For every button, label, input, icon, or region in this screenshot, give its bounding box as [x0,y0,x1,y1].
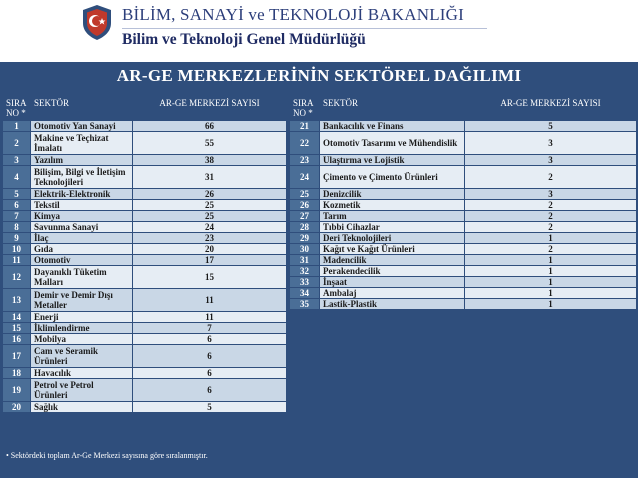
table-row [3,266,287,289]
center-count: 25 [133,200,287,211]
table-row [290,244,637,255]
column-header-sector: SEKTÖR [31,96,133,121]
sector-name: Ulaştırma ve Lojistik [320,155,465,166]
sector-name: Savunma Sanayi [31,222,133,233]
column-header-sector: SEKTÖR [320,96,465,121]
center-count: 11 [133,289,287,312]
row-number: 5 [3,189,31,200]
sector-name: İlaç [31,233,133,244]
table-row [3,289,287,312]
center-count: 24 [133,222,287,233]
table-row [3,132,287,155]
sector-name: Deri Teknolojileri [320,233,465,244]
row-number: 28 [290,222,320,233]
table-row [290,233,637,244]
sector-name: Gıda [31,244,133,255]
column-header-count: AR-GE MERKEZİ SAYISI [465,96,637,121]
sector-name: Havacılık [31,368,133,379]
row-number: 20 [3,402,31,413]
table-row [3,233,287,244]
sector-name: Lastik-Plastik [320,299,465,310]
row-number: 3 [3,155,31,166]
row-number: 2 [3,132,31,155]
table-row [290,132,637,155]
sector-name: İnşaat [320,277,465,288]
row-number: 32 [290,266,320,277]
center-count: 1 [465,233,637,244]
sector-name: Kimya [31,211,133,222]
center-count: 5 [133,402,287,413]
center-count: 1 [465,288,637,299]
sector-name: İklimlendirme [31,323,133,334]
table-row [290,266,637,277]
row-number: 8 [3,222,31,233]
table-row [3,312,287,323]
sector-table-right [289,95,637,310]
table-row [290,288,637,299]
table-row [3,200,287,211]
row-number: 22 [290,132,320,155]
center-count: 1 [465,266,637,277]
table-row [3,211,287,222]
sector-name: Bilişim, Bilgi ve İletişim Teknolojileri [31,166,133,189]
sector-name: Kağıt ve Kağıt Ürünleri [320,244,465,255]
sector-name: Otomotiv Yan Sanayi [31,121,133,132]
sector-name: Cam ve Seramik Ürünleri [31,345,133,368]
row-number: 33 [290,277,320,288]
ministry-seal-icon [80,3,114,41]
table-row [3,166,287,189]
center-count: 25 [133,211,287,222]
center-count: 31 [133,166,287,189]
sector-table-left [2,95,287,413]
row-number: 11 [3,255,31,266]
table-row [3,244,287,255]
table-row [290,189,637,200]
sector-name: Sağlık [31,402,133,413]
table-row [3,222,287,233]
center-count: 6 [133,345,287,368]
sector-name: Bankacılık ve Finans [320,121,465,132]
column-header-count: AR-GE MERKEZİ SAYISI [133,96,287,121]
center-count: 6 [133,379,287,402]
table-row [3,379,287,402]
table-row [3,121,287,132]
sector-name: Dayanıklı Tüketim Malları [31,266,133,289]
table-row [3,402,287,413]
table-row [3,334,287,345]
table-row [290,155,637,166]
center-count: 17 [133,255,287,266]
sector-name: Ambalaj [320,288,465,299]
row-number: 9 [3,233,31,244]
row-number: 12 [3,266,31,289]
row-number: 30 [290,244,320,255]
row-number: 27 [290,211,320,222]
center-count: 11 [133,312,287,323]
table-row [290,200,637,211]
row-number: 34 [290,288,320,299]
center-count: 2 [465,200,637,211]
sector-name: Tekstil [31,200,133,211]
table-row [3,323,287,334]
row-number: 17 [3,345,31,368]
center-count: 55 [133,132,287,155]
center-count: 6 [133,368,287,379]
row-number: 29 [290,233,320,244]
row-number: 1 [3,121,31,132]
table-row [3,255,287,266]
table-row [290,121,637,132]
center-count: 2 [465,211,637,222]
footnote: • Sektördeki toplam Ar-Ge Merkezi sayısına göre sıralanmıştır. [6,451,208,460]
row-number: 24 [290,166,320,189]
sector-name: Petrol ve Petrol Ürünleri [31,379,133,402]
sector-name: Tarım [320,211,465,222]
row-number: 35 [290,299,320,310]
row-number: 16 [3,334,31,345]
center-count: 15 [133,266,287,289]
table-row [3,368,287,379]
center-count: 1 [465,299,637,310]
center-count: 23 [133,233,287,244]
row-number: 15 [3,323,31,334]
page-title: AR-GE MERKEZLERİNİN SEKTÖREL DAĞILIMI [116,66,522,85]
center-count: 1 [465,277,637,288]
row-number: 18 [3,368,31,379]
center-count: 5 [465,121,637,132]
column-header-no: SIRA NO * [290,96,320,121]
sector-name: Çimento ve Çimento Ürünleri [320,166,465,189]
center-count: 38 [133,155,287,166]
table-row [3,189,287,200]
sector-name: Madencilik [320,255,465,266]
sector-name: Otomotiv [31,255,133,266]
ministry-name: BİLİM, SANAYİ ve TEKNOLOJİ BAKANLIĞI [122,5,464,24]
sector-name: Kozmetik [320,200,465,211]
center-count: 2 [465,222,637,233]
row-number: 13 [3,289,31,312]
table-row [3,345,287,368]
center-count: 6 [133,334,287,345]
sector-name: Perakendecilik [320,266,465,277]
header [0,0,638,62]
sector-name: Enerji [31,312,133,323]
center-count: 3 [465,155,637,166]
center-count: 26 [133,189,287,200]
row-number: 31 [290,255,320,266]
sector-name: Otomotiv Tasarımı ve Mühendislik [320,132,465,155]
row-number: 7 [3,211,31,222]
sector-name: Elektrik-Elektronik [31,189,133,200]
row-number: 25 [290,189,320,200]
table-row [290,277,637,288]
center-count: 1 [465,255,637,266]
column-header-no: SIRA NO * [3,96,31,121]
sector-name: Mobilya [31,334,133,345]
center-count: 3 [465,189,637,200]
row-number: 19 [3,379,31,402]
center-count: 2 [465,166,637,189]
table-row [290,299,637,310]
row-number: 23 [290,155,320,166]
center-count: 20 [133,244,287,255]
center-count: 7 [133,323,287,334]
row-number: 26 [290,200,320,211]
row-number: 10 [3,244,31,255]
sector-name: Demir ve Demir Dışı Metaller [31,289,133,312]
center-count: 66 [133,121,287,132]
header-divider [122,28,487,29]
sector-name: Denizcilik [320,189,465,200]
sector-name: Tıbbi Cihazlar [320,222,465,233]
sector-name: Yazılım [31,155,133,166]
directorate-name: Bilim ve Teknoloji Genel Müdürlüğü [122,31,366,48]
table-row [290,255,637,266]
table-row [290,211,637,222]
table-row [290,222,637,233]
center-count: 2 [465,244,637,255]
table-row [3,155,287,166]
table-row [290,166,637,189]
row-number: 21 [290,121,320,132]
row-number: 4 [3,166,31,189]
sector-name: Makine ve Teçhizat İmalatı [31,132,133,155]
row-number: 6 [3,200,31,211]
row-number: 14 [3,312,31,323]
center-count: 3 [465,132,637,155]
